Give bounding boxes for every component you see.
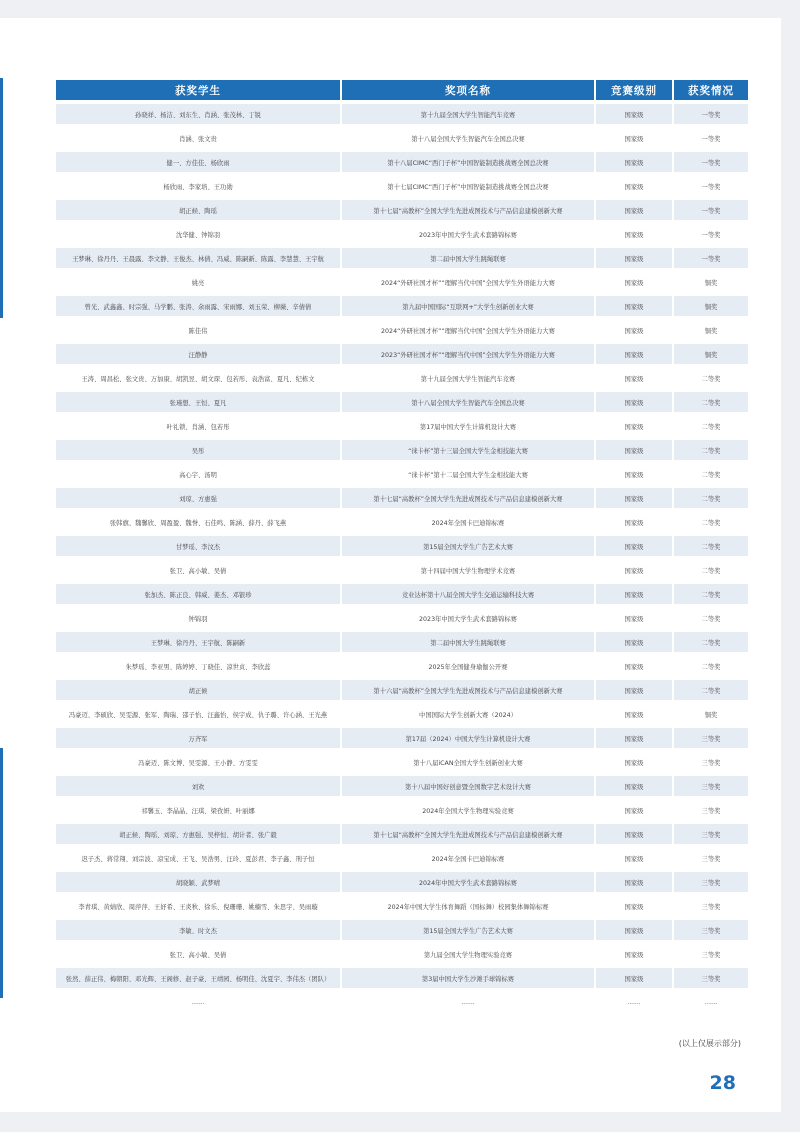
cell-award: 第十六届“高教杯”全国大学生先进成图技术与产品信息建模创新大赛 (342, 680, 594, 700)
cell-level: 国家级 (596, 632, 672, 652)
cell-students: 张然、薛正伟、梅朝阳、邓光辉、王阁修、赵子豪、王靖园、杨明佳、沈夏宇、李伟杰（团队） (56, 968, 340, 988)
cell-level: 国家级 (596, 800, 672, 820)
cell-award: 中国国际大学生创新大赛（2024） (342, 704, 594, 724)
cell-level: 国家级 (596, 944, 672, 964)
cell-students: 陈佳伟 (56, 320, 340, 340)
table-row (56, 776, 748, 796)
cell-students: 万齐军 (56, 728, 340, 748)
table-row (56, 296, 748, 316)
cell-students: 刘琼、方惠强 (56, 488, 340, 508)
cell-students: 叶礼锁、肖涵、包若彤 (56, 416, 340, 436)
cell-award: 第十八届全国大学生智能汽车全国总决赛 (342, 392, 594, 412)
cell-students: 张卫、高小敏、吴倩 (56, 944, 340, 964)
cell-award: 第17届中国大学生计算机设计大赛 (342, 416, 594, 436)
edge-accent (0, 748, 3, 998)
cell-result: 二等奖 (674, 656, 748, 676)
cell-level: 国家级 (596, 464, 672, 484)
table-row (56, 752, 748, 772)
cell-award: 2024年全国卡巴迪锦标赛 (342, 848, 594, 868)
table-row (56, 824, 748, 844)
table-row (56, 968, 748, 988)
table-row (56, 584, 748, 604)
table-row (56, 872, 748, 892)
cell-students: 张卫、高小敏、吴倩 (56, 560, 340, 580)
table-row (56, 368, 748, 388)
cell-level: 国家级 (596, 584, 672, 604)
cell-level: 国家级 (596, 848, 672, 868)
cell-result: 一等奖 (674, 128, 748, 148)
table-row (56, 224, 748, 244)
cell-result: 三等奖 (674, 776, 748, 796)
cell-result: 三等奖 (674, 896, 748, 916)
cell-students: 沈华健、钟锦羽 (56, 224, 340, 244)
cell-students: 胡正候、陶瑶、刘琼、方惠强、吴梓恒、胡计者、张广毅 (56, 824, 340, 844)
cell-result: 一等奖 (674, 200, 748, 220)
cell-result: 二等奖 (674, 632, 748, 652)
cell-award: 第二届中国大学生跳绳联赛 (342, 248, 594, 268)
cell-result: 三等奖 (674, 920, 748, 940)
cell-students: 李敏、时文杰 (56, 920, 340, 940)
cell-award: 第九届全国大学生物理实验竞赛 (342, 944, 594, 964)
cell-award: 2024“外研社国才杯”“理解当代中国”全国大学生外语能力大赛 (342, 320, 594, 340)
cell-result: 三等奖 (674, 824, 748, 844)
cell-award: 2023“外研社国才杯”“理解当代中国”全国大学生外语能力大赛 (342, 344, 594, 364)
edge-accent (0, 78, 3, 318)
cell-level: 国家级 (596, 128, 672, 148)
table-row (56, 632, 748, 652)
cell-students: 胡正候、陶瑶 (56, 200, 340, 220)
cell-result: 三等奖 (674, 800, 748, 820)
table-row (56, 944, 748, 964)
cell-result: 二等奖 (674, 464, 748, 484)
cell-level: 国家级 (596, 368, 672, 388)
cell-result: 三等奖 (674, 728, 748, 748)
cell-level: 国家级 (596, 296, 672, 316)
cell-students: 胡晓颖、武梦晴 (56, 872, 340, 892)
cell-award: “徕卡杯”第十二届全国大学生金相技能大赛 (342, 464, 594, 484)
cell-students: 甘梦瑶、李汶杰 (56, 536, 340, 556)
cell-award: 第十九届全国大学生智能汽车竞赛 (342, 368, 594, 388)
cell-award: 2024年全国卡巴迪锦标赛 (342, 512, 594, 532)
cell-award: 2025年全国健身瑜伽公开赛 (342, 656, 594, 676)
cell-award: 第十四届中国大学生物理学术竞赛 (342, 560, 594, 580)
cell-award: …… (342, 992, 594, 1012)
cell-award: 2024年全国大学生物理实验竞赛 (342, 800, 594, 820)
table-row (56, 176, 748, 196)
cell-students: 祁馨玉、李晶晶、汪琪、梁孜妍、叶丽娜 (56, 800, 340, 820)
cell-level: 国家级 (596, 560, 672, 580)
cell-award: 第3届中国大学生沙滩手球锦标赛 (342, 968, 594, 988)
cell-result: 铜奖 (674, 296, 748, 316)
cell-students: 汪静静 (56, 344, 340, 364)
cell-award: 第十八届全国大学生智能汽车全国总决赛 (342, 128, 594, 148)
cell-level: 国家级 (596, 200, 672, 220)
cell-level: 国家级 (596, 824, 672, 844)
cell-result: 二等奖 (674, 680, 748, 700)
cell-award: 2024年中国大学生体育舞蹈（国标舞）校园集体舞锦标赛 (342, 896, 594, 916)
cell-students: 王涛、周昌松、张文贵、万加康、胡凯昱、胡文琛、包若彤、袁浩富、夏凡、纪栋文 (56, 368, 340, 388)
page-number: 28 (709, 1072, 736, 1094)
cell-level: 国家级 (596, 416, 672, 436)
cell-award: 2023年中国大学生武术套路锦标赛 (342, 224, 594, 244)
cell-level: 国家级 (596, 968, 672, 988)
cell-award: 第15届全国大学生广告艺术大赛 (342, 536, 594, 556)
table-row (56, 560, 748, 580)
cell-award: 第二届中国大学生跳绳联赛 (342, 632, 594, 652)
table-row (56, 728, 748, 748)
cell-result: 一等奖 (674, 104, 748, 124)
cell-students: 曾光、武鑫鑫、时宗强、马学鹏、张涛、余雨露、宋雨娜、刘玉荣、柳薇、辛倩倩 (56, 296, 340, 316)
table-row (56, 128, 748, 148)
table-row (56, 608, 748, 628)
awards-table (54, 76, 750, 1016)
header-award: 奖项名称 (342, 80, 594, 100)
cell-result: 二等奖 (674, 536, 748, 556)
table-row (56, 104, 748, 124)
cell-level: 国家级 (596, 728, 672, 748)
cell-result: 二等奖 (674, 608, 748, 628)
cell-result: 三等奖 (674, 752, 748, 772)
cell-level: 国家级 (596, 872, 672, 892)
cell-level: 国家级 (596, 488, 672, 508)
cell-award: 第十七届“高教杯”全国大学生先进成图技术与产品信息建模创新大赛 (342, 824, 594, 844)
cell-students: 王梦琳、徐丹丹、王晨露、李文静、王俊杰、林倩、冯威、陈嗣新、陈露、李慧慧、王宇航 (56, 248, 340, 268)
cell-result: 一等奖 (674, 176, 748, 196)
cell-level: 国家级 (596, 512, 672, 532)
cell-level: …… (596, 992, 672, 1012)
table-row (56, 512, 748, 532)
cell-award: 第十七届“高教杯”全国大学生先进成图技术与产品信息建模创新大赛 (342, 488, 594, 508)
cell-result: 三等奖 (674, 848, 748, 868)
cell-students: 高心宇、汤明 (56, 464, 340, 484)
cell-level: 国家级 (596, 392, 672, 412)
cell-level: 国家级 (596, 104, 672, 124)
table-row (56, 920, 748, 940)
header-result: 获奖情况 (674, 80, 748, 100)
cell-award: 第九届中国国际“互联网+”大学生创新创业大赛 (342, 296, 594, 316)
cell-award: 竞业达杯第十八届全国大学生交通运输科技大赛 (342, 584, 594, 604)
table-row (56, 536, 748, 556)
cell-students: 张韩旗、魏馨欣、周盈盈、魏誉、石佳鸣、陈涵、薛丹、薛飞燕 (56, 512, 340, 532)
cell-award: 第十八届CIMC“西门子杯”中国智能制造挑战赛全国总决赛 (342, 152, 594, 172)
cell-students: 冯豪迈、李硕欣、吴雯源、张军、陶瑞、邵子怡、汪鑫怡、侯宇成、仇子璐、许心涵、王光燕 (56, 704, 340, 724)
cell-result: 铜奖 (674, 320, 748, 340)
cell-students: 杨欣雨、李家培、王功勋 (56, 176, 340, 196)
table-row (56, 896, 748, 916)
table-row (56, 320, 748, 340)
cell-result: 二等奖 (674, 416, 748, 436)
cell-level: 国家级 (596, 536, 672, 556)
table-row (56, 656, 748, 676)
cell-students: 胡正候 (56, 680, 340, 700)
cell-result: 一等奖 (674, 152, 748, 172)
cell-award: 2024“外研社国才杯”“理解当代中国”全国大学生外语能力大赛 (342, 272, 594, 292)
cell-result: 铜奖 (674, 272, 748, 292)
table-row (56, 272, 748, 292)
cell-result: 铜奖 (674, 704, 748, 724)
table-row (56, 800, 748, 820)
cell-result: 二等奖 (674, 392, 748, 412)
table-header (56, 80, 748, 100)
cell-students: 迟子杰、蒋常翔、刘宗波、凉宝成、王飞、吴浩男、汪玲、夏彭君、李子鑫、刑子恒 (56, 848, 340, 868)
cell-level: 国家级 (596, 656, 672, 676)
cell-result: 二等奖 (674, 584, 748, 604)
cell-result: 二等奖 (674, 512, 748, 532)
cell-students: 王梦琳、徐丹丹、王宇航、陈嗣新 (56, 632, 340, 652)
cell-award: 第十七届CIMC“西门子杯”中国智能制造挑战赛全国总决赛 (342, 176, 594, 196)
cell-students: …… (56, 992, 340, 1012)
cell-result: 二等奖 (674, 368, 748, 388)
cell-students: 朱梦瑶、李亚男、陈婷婷、丁晓佳、凉世贞、李欣蕊 (56, 656, 340, 676)
cell-result: …… (674, 992, 748, 1012)
cell-students: 张加杰、陈正良、韩威、姜杰、邓银珍 (56, 584, 340, 604)
cell-level: 国家级 (596, 680, 672, 700)
cell-level: 国家级 (596, 224, 672, 244)
table-row (56, 392, 748, 412)
cell-level: 国家级 (596, 320, 672, 340)
cell-result: 二等奖 (674, 440, 748, 460)
table-row (56, 248, 748, 268)
cell-students: 刘欢 (56, 776, 340, 796)
cell-level: 国家级 (596, 248, 672, 268)
cell-result: 一等奖 (674, 224, 748, 244)
table-row (56, 152, 748, 172)
cell-award: 第十七届“高教杯”全国大学生先进成图技术与产品信息建模创新大赛 (342, 200, 594, 220)
cell-students: 钟锦羽 (56, 608, 340, 628)
cell-level: 国家级 (596, 152, 672, 172)
table-row (56, 992, 748, 1012)
table-row (56, 440, 748, 460)
cell-level: 国家级 (596, 896, 672, 916)
cell-level: 国家级 (596, 440, 672, 460)
cell-result: 三等奖 (674, 872, 748, 892)
table-row (56, 464, 748, 484)
cell-students: 姚亮 (56, 272, 340, 292)
table-row (56, 488, 748, 508)
table-row (56, 680, 748, 700)
cell-level: 国家级 (596, 752, 672, 772)
cell-level: 国家级 (596, 776, 672, 796)
partial-display-note: (以上仅展示部分) (678, 1039, 741, 1048)
cell-result: 三等奖 (674, 944, 748, 964)
cell-students: 肖涵、张文贵 (56, 128, 340, 148)
cell-award: 2024年中国大学生武术套路锦标赛 (342, 872, 594, 892)
page (0, 18, 781, 1112)
cell-result: 一等奖 (674, 248, 748, 268)
cell-award: 第17届（2024）中国大学生计算机设计大赛 (342, 728, 594, 748)
cell-level: 国家级 (596, 176, 672, 196)
cell-award: “徕卡杯”第十三届全国大学生金相技能大赛 (342, 440, 594, 460)
cell-result: 三等奖 (674, 968, 748, 988)
header-students: 获奖学生 (56, 80, 340, 100)
cell-level: 国家级 (596, 344, 672, 364)
cell-students: 吴彤 (56, 440, 340, 460)
cell-level: 国家级 (596, 608, 672, 628)
table-row (56, 344, 748, 364)
cell-students: 冯豪迈、陈文博、吴雯源、王小静、方雯雯 (56, 752, 340, 772)
table-body (56, 104, 748, 1012)
cell-students: 李青琪、黄婧欣、周萍萍、王妤希、王炎秋、徐乐、倪珊珊、姚楠雪、朱思宇、吴雨璇 (56, 896, 340, 916)
cell-award: 第十八届中国好创意暨全国数字艺术设计大赛 (342, 776, 594, 796)
table-row (56, 200, 748, 220)
cell-result: 二等奖 (674, 488, 748, 508)
cell-level: 国家级 (596, 272, 672, 292)
cell-level: 国家级 (596, 704, 672, 724)
cell-result: 二等奖 (674, 560, 748, 580)
cell-award: 第15届全国大学生广告艺术大赛 (342, 920, 594, 940)
cell-students: 孙晓祥、杨洁、刘东生、肖涵、张茂林、丁锐 (56, 104, 340, 124)
cell-award: 第十八届iCAN全国大学生创新创业大赛 (342, 752, 594, 772)
table-row (56, 416, 748, 436)
cell-level: 国家级 (596, 920, 672, 940)
header-level: 竞赛级别 (596, 80, 672, 100)
cell-students: 健一、方佳佳、杨欣雨 (56, 152, 340, 172)
cell-students: 张瑾想、王恒、夏凡 (56, 392, 340, 412)
cell-award: 2023年中国大学生武术套路锦标赛 (342, 608, 594, 628)
cell-award: 第十九届全国大学生智能汽车竞赛 (342, 104, 594, 124)
table-row (56, 848, 748, 868)
table-row (56, 704, 748, 724)
cell-result: 铜奖 (674, 344, 748, 364)
